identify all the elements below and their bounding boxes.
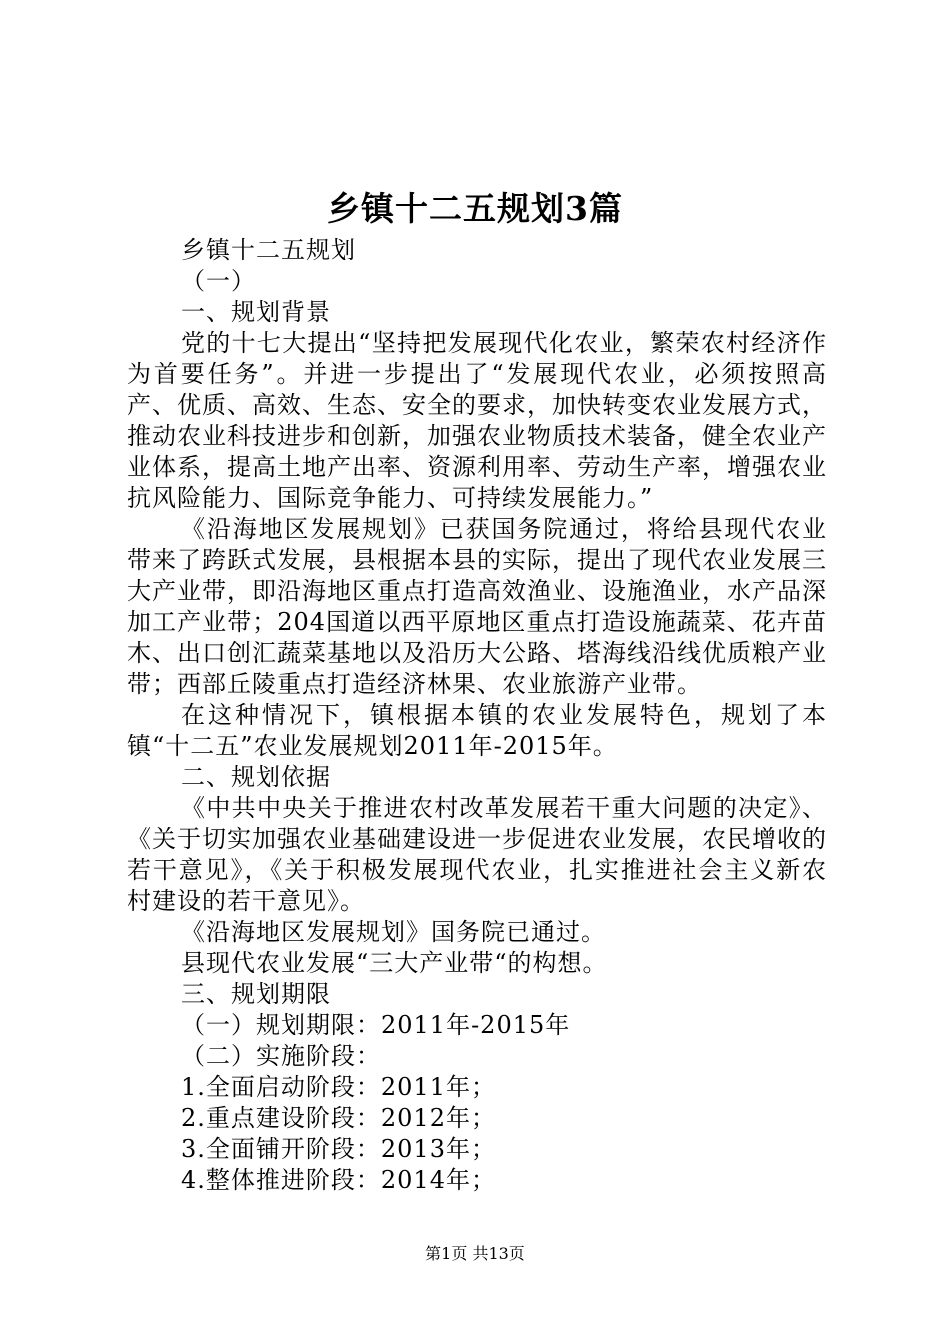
basis-item: 《沿海地区发展规划》国务院已通过。: [181, 918, 606, 946]
stage-item: 1.全面启动阶段：2011年；: [181, 1073, 496, 1101]
section1-heading: 一、规划背景: [181, 298, 331, 326]
section3-heading: 三、规划期限: [181, 980, 331, 1008]
paragraph: 党的十七大提出“坚持把发展现代化农业，繁荣农村经济作为首要任务”。并进一步提出了“发展现代农业，必须按照高产、优质、高效、生态、安全的要求，加快转变农业发展方式，推动农业科技进步和创新，加强农业物质技术装备，健全农业产业体系，提高土地产出率、资源利用率、劳动生产率，增强农业抗风险能力、国际竞争能力、可持续发展能力。”: [127, 329, 827, 512]
page-footer: 第1页 共13页: [425, 1244, 525, 1263]
document-body: [127, 235, 827, 1196]
section-number: （一）: [181, 267, 256, 295]
stage-item: 4.整体推进阶段：2014年；: [181, 1166, 496, 1194]
period-line: （一）规划期限：2011年-2015年: [181, 1011, 571, 1039]
document-heading: 乡镇十二五规划: [181, 236, 356, 264]
paragraph: 《中共中央关于推进农村改革发展若干重大问题的决定》、《关于切实加强农业基础建设进一步促进农业发展，农民增收的若干意见》，《关于积极发展现代农业，扎实推进社会主义新农村建设的若干意见》。: [127, 794, 827, 915]
paragraph: 《沿海地区发展规划》已获国务院通过，将给县现代农业带来了跨跃式发展，县根据本县的实际，提出了现代农业发展三大产业带，即沿海地区重点打造高效渔业、设施渔业，水产品深加工产业带；204国道以西平原地区重点打造设施蔬菜、花卉苗木、出口创汇蔬菜基地以及沿历大公路、塔海线沿线优质粮产业带；西部丘陵重点打造经济林果、农业旅游产业带。: [127, 515, 827, 698]
stage-item: 2.重点建设阶段：2012年；: [181, 1104, 496, 1132]
document-title: 乡镇十二五规划3篇: [327, 189, 623, 228]
paragraph: 在这种情况下，镇根据本镇的农业发展特色，规划了本镇“十二五”农业发展规划2011年-2015年。: [127, 701, 827, 760]
basis-item: 县现代农业发展“三大产业带“的构想。: [181, 949, 608, 977]
stages-heading: （二）实施阶段：: [181, 1042, 381, 1070]
section2-heading: 二、规划依据: [181, 763, 331, 791]
stage-item: 3.全面铺开阶段：2013年；: [181, 1135, 496, 1163]
